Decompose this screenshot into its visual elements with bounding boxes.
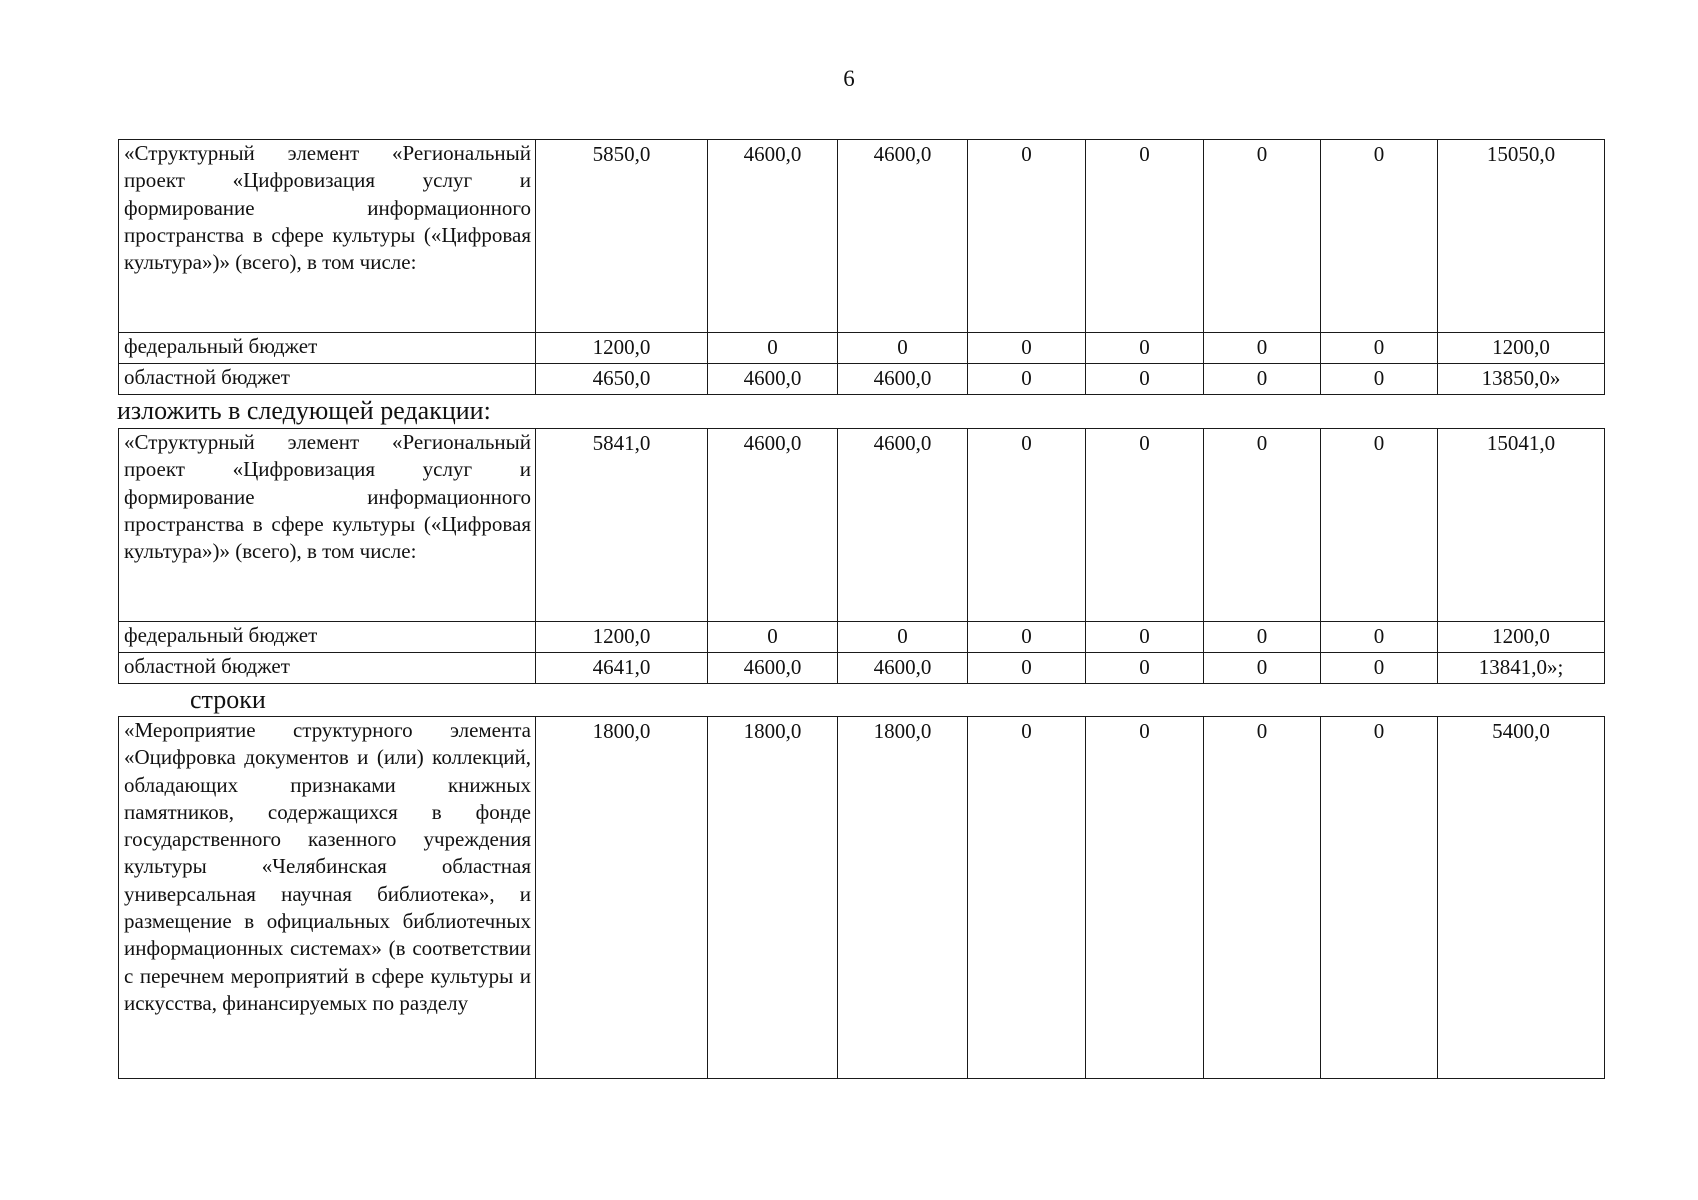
value-cell: 1800,0 [838,717,968,1079]
value-cell: 1200,0 [536,333,708,364]
value-cell: 0 [1321,429,1438,622]
value-cell: 0 [1086,364,1204,395]
row-label: федеральный бюджет [119,333,536,364]
value-cell: 1800,0 [536,717,708,1079]
value-cell: 0 [968,333,1086,364]
value-cell: 0 [1204,333,1321,364]
value-cell: 0 [1321,333,1438,364]
phrase-replace: изложить в следующей редакции: [117,396,491,425]
table-row [119,364,1605,395]
row-label: областной бюджет [119,653,536,684]
value-cell: 4600,0 [838,364,968,395]
value-cell: 0 [1204,622,1321,653]
value-cell: 4600,0 [838,140,968,333]
row-label: «Мероприятие структурного элемента «Оцифровка документов и (или) коллекций, обладающих признаками книжных памятников, содержащихся в фонде государственного казенного учреждения культуры «Челябинская областная универсальная научная библиотека», и размещение в официальных библиотечных информационных системах» (в соответствии с перечнем мероприятий в сфере культуры и искусства, финансируемых по разделу [119,717,536,1079]
value-cell: 13841,0»; [1438,653,1605,684]
value-cell: 0 [968,364,1086,395]
value-cell: 0 [1321,364,1438,395]
value-cell: 5841,0 [536,429,708,622]
value-cell: 0 [968,717,1086,1079]
value-cell: 0 [708,622,838,653]
value-cell: 0 [968,653,1086,684]
value-cell: 0 [1086,429,1204,622]
value-cell: 4600,0 [708,429,838,622]
value-cell: 0 [1086,622,1204,653]
table-lines [118,716,1605,1079]
value-cell: 0 [968,622,1086,653]
value-cell: 4600,0 [838,429,968,622]
value-cell: 1200,0 [536,622,708,653]
value-cell: 1200,0 [1438,622,1605,653]
value-cell: 0 [1086,333,1204,364]
value-cell: 4600,0 [838,653,968,684]
table-new-wording [118,428,1605,684]
value-cell: 4600,0 [708,364,838,395]
value-cell: 0 [708,333,838,364]
value-cell: 0 [1086,717,1204,1079]
table-row [119,622,1605,653]
value-cell: 0 [1086,653,1204,684]
value-cell: 0 [1204,653,1321,684]
value-cell: 15041,0 [1438,429,1605,622]
value-cell: 0 [1321,717,1438,1079]
phrase-lines: строки [190,685,266,714]
value-cell: 0 [1321,140,1438,333]
value-cell: 0 [968,429,1086,622]
table-row [119,717,1605,1079]
value-cell: 4600,0 [708,653,838,684]
value-cell: 0 [838,333,968,364]
value-cell: 0 [838,622,968,653]
value-cell: 0 [968,140,1086,333]
value-cell: 5850,0 [536,140,708,333]
value-cell: 15050,0 [1438,140,1605,333]
value-cell: 0 [1321,622,1438,653]
value-cell: 0 [1204,140,1321,333]
value-cell: 4641,0 [536,653,708,684]
row-label: областной бюджет [119,364,536,395]
value-cell: 4650,0 [536,364,708,395]
value-cell: 0 [1086,140,1204,333]
page-number: 6 [843,66,855,91]
table-row [119,333,1605,364]
value-cell: 0 [1204,364,1321,395]
value-cell: 4600,0 [708,140,838,333]
table-row [119,653,1605,684]
table-old-wording [118,139,1605,395]
row-label: федеральный бюджет [119,622,536,653]
value-cell: 5400,0 [1438,717,1605,1079]
value-cell: 1200,0 [1438,333,1605,364]
table-row [119,140,1605,333]
value-cell: 0 [1204,717,1321,1079]
table-row [119,429,1605,622]
value-cell: 0 [1204,429,1321,622]
value-cell: 13850,0» [1438,364,1605,395]
row-label: «Структурный элемент «Региональный проект «Цифровизация услуг и формирование информационного пространства в сфере культуры («Цифровая культура»)» (всего), в том числе: [119,140,536,333]
value-cell: 1800,0 [708,717,838,1079]
value-cell: 0 [1321,653,1438,684]
row-label: «Структурный элемент «Региональный проект «Цифровизация услуг и формирование информационного пространства в сфере культуры («Цифровая культура»)» (всего), в том числе: [119,429,536,622]
